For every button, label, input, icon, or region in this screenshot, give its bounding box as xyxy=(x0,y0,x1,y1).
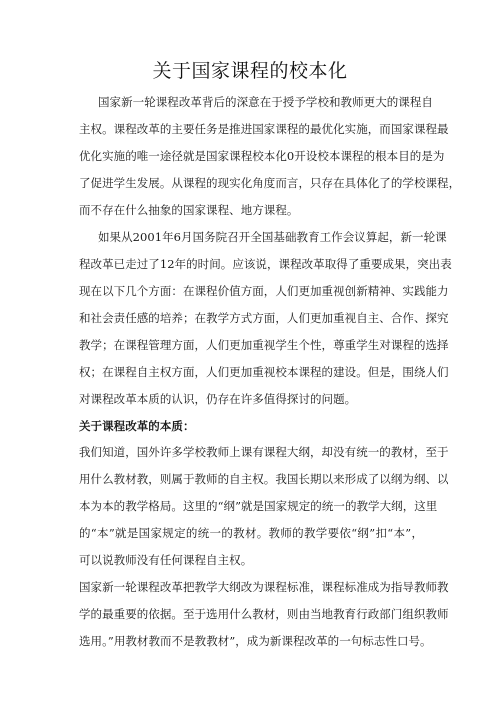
paragraph-2-line-2: 程改革已走过了12年的时间。应该说，课程改革取得了重要成果，突出表 xyxy=(79,257,452,271)
paragraph-2-line-6: 权；在课程自主权方面，人们更加重视校本课程的建设。但是，围绕人们 xyxy=(79,365,449,379)
paragraph-1-line-3: 优化实施的唯一途径就是国家课程校本化0开设校本课程的根本目的是为 xyxy=(79,149,445,163)
paragraph-1-line-5: 而不存在什么抽象的国家课程、地方课程。 xyxy=(79,203,299,217)
paragraph-3-line-1: 我们知道，国外许多学校教师上课有课程大纲，却没有统一的教材，至于 xyxy=(79,445,449,459)
paragraph-2-line-4: 和社会责任感的培养；在教学方式方面，人们更加重视自主、合作、探究 xyxy=(79,311,449,325)
paragraph-4-line-2: 学的最重要的依据。至于选用什么教材，则由当地教育行政部门组织教师 xyxy=(79,607,449,621)
paragraph-3-line-4: 的“本”就是国家规定的统一的教材。教师的教学要依“纲”扣“本”， xyxy=(79,526,423,540)
paragraph-4-line-1: 国家新一轮课程改革把教学大纲改为课程标准，课程标准成为指导教师教 xyxy=(79,580,449,594)
paragraph-2-line-1: 如果从2001年6月国务院召开全国基础教育工作会议算起，新一轮课 xyxy=(98,230,447,244)
paragraph-3-line-3: 本为本的教学格局。这里的“纲”就是国家规定的统一的教学大纲，这里 xyxy=(79,499,438,513)
paragraph-1-line-1: 国家新一轮课程改革背后的深意在于授予学校和教师更大的课程自 xyxy=(98,95,433,109)
paragraph-1-line-4: 了促进学生发展。从课程的现实化角度而言，只存在具体化了的学校课程， xyxy=(79,176,461,190)
paragraph-1-line-2: 主权。课程改革的主要任务是推进国家课程的最优化实施，而国家课程最 xyxy=(79,122,449,136)
paragraph-2-line-5: 教学；在课程管理方面，人们更加重视学生个性，尊重学生对课程的选择 xyxy=(79,338,449,352)
paragraph-2-line-3: 现在以下几个方面：在课程价值方面，人们更加重视创新精神、实践能力 xyxy=(79,284,449,298)
paragraph-3-line-2: 用什么教材教，则属于教师的自主权。我国长期以来形成了以纲为纲、以 xyxy=(79,472,449,486)
section-heading: 关于课程改革的本质： xyxy=(79,419,195,433)
paragraph-3-line-5: 可以说教师没有任何课程自主权。 xyxy=(79,553,253,567)
document-title: 关于国家课程的校本化 xyxy=(152,60,348,82)
paragraph-2-line-7: 对课程改革本质的认识，仍存在许多值得探讨的问题。 xyxy=(79,392,357,406)
paragraph-4-line-3: 选用。”用教材教而不是教教材”，成为新课程改革的一句标志性口号。 xyxy=(79,634,432,648)
